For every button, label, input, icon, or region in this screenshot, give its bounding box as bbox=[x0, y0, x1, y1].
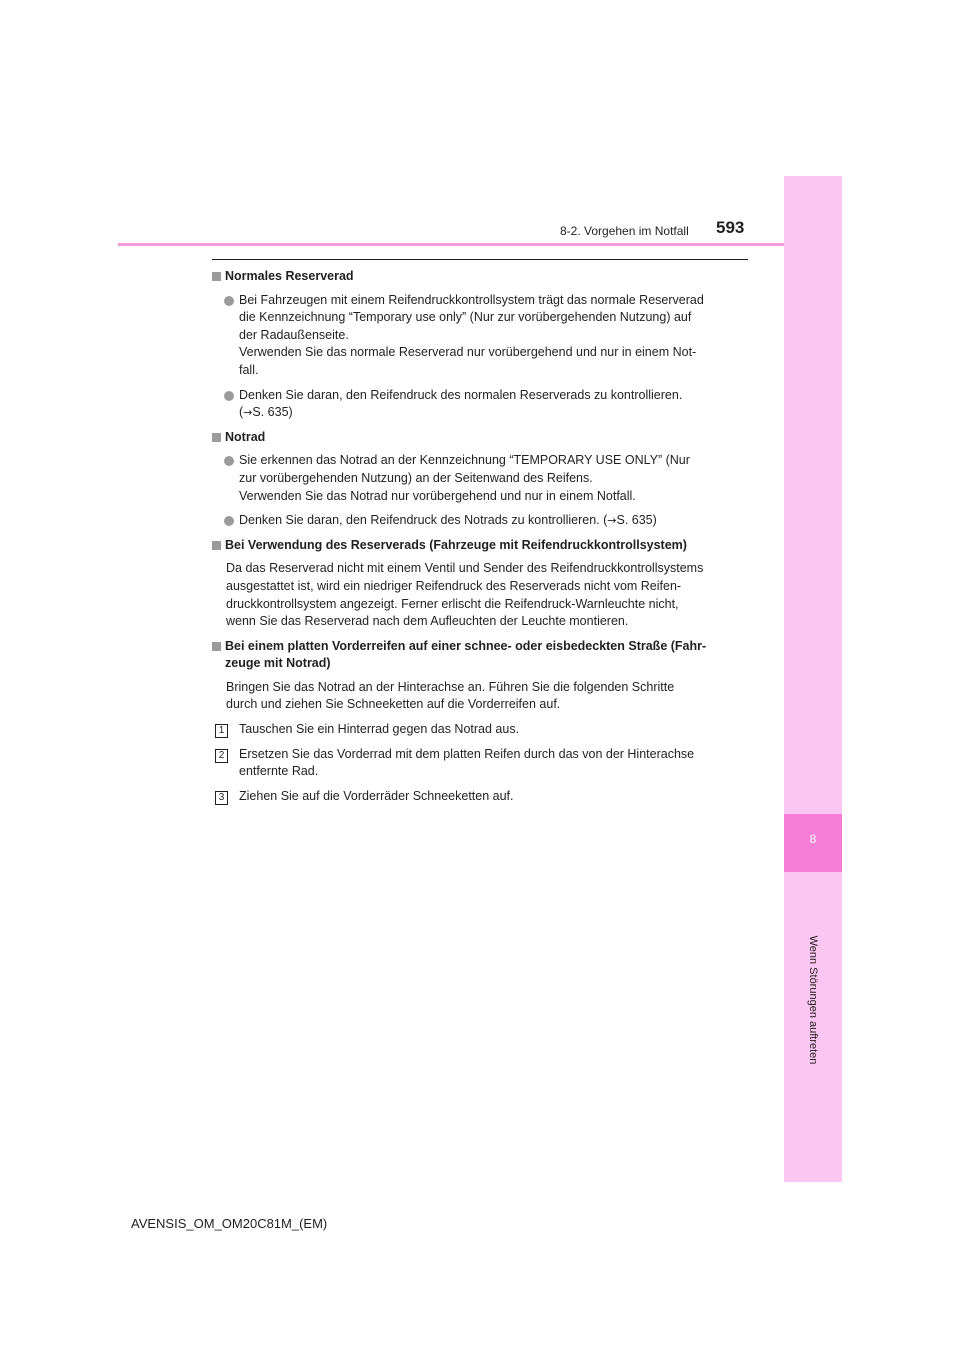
text-line: Verwenden Sie das Notrad nur vorübergehend und nur in einem Notfall. bbox=[239, 488, 636, 503]
text-line: Verwenden Sie das normale Reserverad nur vorübergehend und nur in einem Not- bbox=[239, 345, 697, 360]
text-line: wenn Sie das Reserverad nach dem Aufleuchten der Leuchte montieren. bbox=[226, 614, 629, 629]
round-bullet-icon bbox=[224, 516, 234, 526]
chapter-number: 8 bbox=[809, 832, 817, 846]
step-text: Ziehen Sie auf die Vorderräder Schneeketten auf. bbox=[239, 788, 514, 803]
page-content bbox=[212, 268, 748, 812]
bullet-item bbox=[212, 292, 748, 380]
text-line: Denken Sie daran, den Reifendruck des normalen Reserverads zu kontrollieren. bbox=[239, 387, 683, 402]
text-line bbox=[239, 404, 748, 422]
step-item bbox=[212, 721, 748, 739]
step-text: Ersetzen Sie das Vorderrad mit dem platten Reifen durch das von der Hinterachse bbox=[239, 746, 695, 761]
step-number-box: 1 bbox=[215, 724, 228, 738]
text-line: fall. bbox=[239, 362, 259, 377]
square-bullet-icon bbox=[212, 272, 221, 281]
text-line: Da das Reserverad nicht mit einem Ventil und Sender des Reifendruckkontrollsystems bbox=[226, 561, 704, 576]
text-line bbox=[239, 512, 748, 530]
step-item bbox=[212, 788, 748, 806]
step-text: Tauschen Sie ein Hinterrad gegen das Notrad aus. bbox=[239, 722, 520, 737]
text-line: zur vorübergehenden Nutzung) an der Seitenwand des Reifens. bbox=[239, 470, 593, 485]
step-text: entfernte Rad. bbox=[239, 764, 319, 779]
step-item bbox=[212, 746, 748, 781]
heading-text: Normales Reserverad bbox=[225, 269, 354, 283]
square-bullet-icon bbox=[212, 642, 221, 651]
text-line: der Radaußenseite. bbox=[239, 327, 349, 342]
round-bullet-icon bbox=[224, 391, 234, 401]
heading-text: Notrad bbox=[225, 429, 266, 444]
bullet-item bbox=[212, 512, 748, 530]
page-reference: S. 635) bbox=[616, 513, 657, 528]
heading-text: Bei Verwendung des Reserverads (Fahrzeuge mit Reifendruckkontrollsystem) bbox=[225, 537, 687, 552]
text-line: die Kennzeichnung “Temporary use only” (Nur zur vorübergehenden Nutzung) auf bbox=[239, 310, 692, 325]
section-title: 8-2. Vorgehen im Notfall bbox=[560, 224, 689, 238]
section-heading bbox=[212, 638, 748, 673]
heading-text: Bei einem platten Vorderreifen auf einer schnee- oder eisbedeckten Straße (Fahr- bbox=[225, 638, 707, 653]
bullet-item bbox=[212, 452, 748, 505]
square-bullet-icon bbox=[212, 541, 221, 550]
text-line: durch und ziehen Sie Schneeketten auf die Vorderreifen auf. bbox=[226, 697, 561, 712]
text-line: ausgestattet ist, wird ein niedriger Reifendruck des Reserverads nicht vom Reifen- bbox=[226, 578, 682, 593]
header-rule bbox=[118, 243, 842, 246]
text-line: Bringen Sie das Notrad an der Hinterachse an. Führen Sie die folgenden Schritte bbox=[226, 679, 675, 694]
step-number-box: 3 bbox=[215, 791, 228, 805]
text-line: Sie erkennen das Notrad an der Kennzeichnung “TEMPORARY USE ONLY” (Nur bbox=[239, 453, 690, 468]
heading-text: zeuge mit Notrad) bbox=[225, 656, 331, 671]
bullet-item bbox=[212, 387, 748, 422]
step-number-box: 2 bbox=[215, 749, 228, 763]
section-heading bbox=[212, 537, 748, 555]
section-heading bbox=[212, 268, 748, 286]
page-number: 593 bbox=[716, 218, 745, 237]
round-bullet-icon bbox=[224, 296, 234, 306]
section-heading bbox=[212, 429, 748, 447]
bullet-text: Denken Sie daran, den Reifendruck des Notrads zu kontrollieren. ( bbox=[239, 513, 608, 528]
round-bullet-icon bbox=[224, 456, 234, 466]
chapter-label: Wenn Störungen auftreten bbox=[807, 935, 819, 1065]
paragraph bbox=[212, 560, 748, 630]
content-top-rule bbox=[212, 259, 748, 260]
text-line: druckkontrollsystem angezeigt. Ferner erlischt die Reifendruck-Warnleuchte nicht, bbox=[226, 596, 679, 611]
arrow-icon: → bbox=[607, 514, 617, 528]
document-code: AVENSIS_OM_OM20C81M_(EM) bbox=[131, 1216, 328, 1231]
paragraph bbox=[212, 679, 748, 714]
page-reference: S. 635) bbox=[252, 405, 293, 420]
arrow-icon: → bbox=[243, 406, 253, 420]
paren-open: ( bbox=[239, 405, 244, 420]
square-bullet-icon bbox=[212, 433, 221, 442]
text-line: Bei Fahrzeugen mit einem Reifendruckkontrollsystem trägt das normale Reserverad bbox=[239, 292, 704, 307]
